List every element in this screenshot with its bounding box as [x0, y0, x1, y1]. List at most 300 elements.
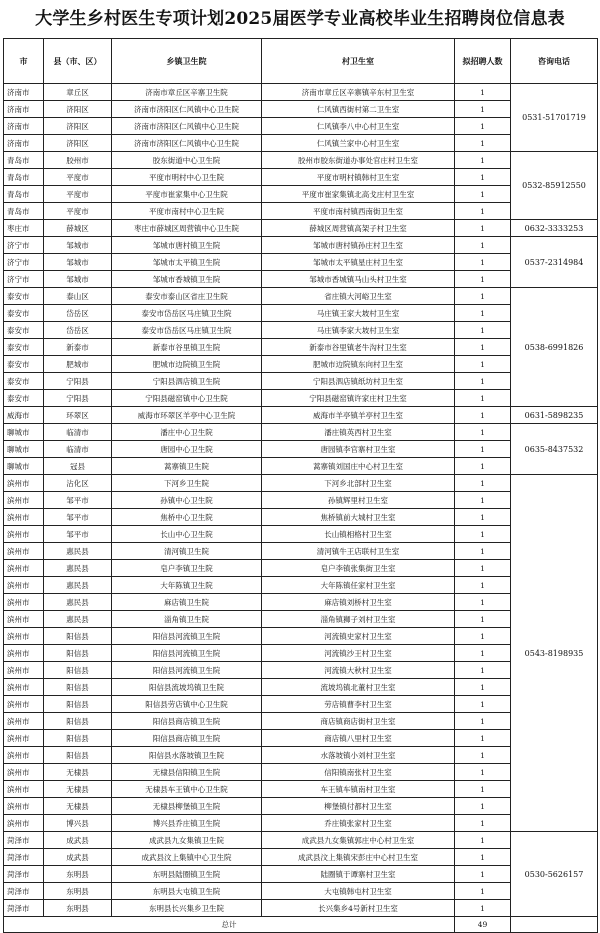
city-cell: 滨州市 — [4, 798, 44, 815]
county-cell: 邹平市 — [44, 492, 112, 509]
county-cell: 邹城市 — [44, 237, 112, 254]
village-clinic-cell: 平度市崔家集镇北高戈庄村卫生室 — [262, 186, 455, 203]
header-village-clinic: 村卫生室 — [262, 39, 455, 84]
village-clinic-cell: 乔庄镇张家村卫生室 — [262, 815, 455, 832]
hiring-count-cell: 1 — [455, 118, 511, 135]
township-hospital-cell: 下河乡卫生院 — [112, 475, 262, 492]
village-clinic-cell: 长山镇相格村卫生室 — [262, 526, 455, 543]
township-hospital-cell: 阳信县流坡坞镇卫生院 — [112, 679, 262, 696]
township-hospital-cell: 大年陈镇卫生院 — [112, 577, 262, 594]
county-cell: 阳信县 — [44, 747, 112, 764]
county-cell: 成武县 — [44, 849, 112, 866]
village-clinic-cell: 仁风镇兰家中心村卫生室 — [262, 135, 455, 152]
table-row — [4, 220, 598, 237]
township-hospital-cell: 肥城市边院镇卫生院 — [112, 356, 262, 373]
township-hospital-cell: 成武县汶上集镇中心卫生院 — [112, 849, 262, 866]
county-cell: 惠民县 — [44, 560, 112, 577]
township-hospital-cell: 平度市南村中心卫生院 — [112, 203, 262, 220]
city-cell: 滨州市 — [4, 611, 44, 628]
city-cell: 聊城市 — [4, 441, 44, 458]
total-row — [4, 917, 598, 933]
county-cell: 济阳区 — [44, 101, 112, 118]
city-cell: 滨州市 — [4, 560, 44, 577]
table-row — [4, 288, 598, 305]
table-row — [4, 475, 598, 492]
township-hospital-cell: 宁阳县泗店镇卫生院 — [112, 373, 262, 390]
hiring-count-cell: 1 — [455, 764, 511, 781]
city-cell: 滨州市 — [4, 747, 44, 764]
hiring-count-cell: 1 — [455, 101, 511, 118]
township-hospital-cell: 济南市济阳区仁风镇中心卫生院 — [112, 101, 262, 118]
table-row — [4, 611, 598, 628]
table-row — [4, 407, 598, 424]
hiring-count-cell: 1 — [455, 594, 511, 611]
phone-cell: 0631-5898235 — [511, 407, 598, 424]
county-cell: 临清市 — [44, 424, 112, 441]
county-cell: 平度市 — [44, 169, 112, 186]
city-cell: 菏泽市 — [4, 883, 44, 900]
hiring-count-cell: 1 — [455, 356, 511, 373]
township-hospital-cell: 胶东街道中心卫生院 — [112, 152, 262, 169]
table-row — [4, 815, 598, 832]
hiring-count-cell: 1 — [455, 458, 511, 475]
city-cell: 济南市 — [4, 101, 44, 118]
village-clinic-cell: 流坡坞镇北董村卫生室 — [262, 679, 455, 696]
city-cell: 滨州市 — [4, 679, 44, 696]
hiring-count-cell: 1 — [455, 373, 511, 390]
hiring-count-cell: 1 — [455, 152, 511, 169]
village-clinic-cell: 平度市南村镇西南街卫生室 — [262, 203, 455, 220]
county-cell: 济阳区 — [44, 135, 112, 152]
county-cell: 东明县 — [44, 900, 112, 917]
county-cell: 阳信县 — [44, 696, 112, 713]
hiring-count-cell: 1 — [455, 424, 511, 441]
hiring-count-cell: 1 — [455, 747, 511, 764]
county-cell: 东明县 — [44, 866, 112, 883]
township-hospital-cell: 焦桥中心卫生院 — [112, 509, 262, 526]
village-clinic-cell: 商店镇商店街村卫生室 — [262, 713, 455, 730]
county-cell: 东明县 — [44, 883, 112, 900]
city-cell: 滨州市 — [4, 543, 44, 560]
header-city: 市 — [4, 39, 44, 84]
county-cell: 惠民县 — [44, 577, 112, 594]
township-hospital-cell: 唐园中心卫生院 — [112, 441, 262, 458]
city-cell: 泰安市 — [4, 373, 44, 390]
township-hospital-cell: 无棣县信阳镇卫生院 — [112, 764, 262, 781]
county-cell: 宁阳县 — [44, 373, 112, 390]
table-row — [4, 441, 598, 458]
city-cell: 滨州市 — [4, 696, 44, 713]
city-cell: 济南市 — [4, 118, 44, 135]
table-row — [4, 696, 598, 713]
county-cell: 邹城市 — [44, 271, 112, 288]
header-phone: 咨询电话 — [511, 39, 598, 84]
city-cell: 聊城市 — [4, 424, 44, 441]
county-cell: 胶州市 — [44, 152, 112, 169]
village-clinic-cell: 孙镇辉里村卫生室 — [262, 492, 455, 509]
table-row — [4, 84, 598, 101]
county-cell: 阳信县 — [44, 730, 112, 747]
table-row — [4, 118, 598, 135]
township-hospital-cell: 皂户李镇卫生院 — [112, 560, 262, 577]
hiring-count-cell: 1 — [455, 679, 511, 696]
city-cell: 泰安市 — [4, 288, 44, 305]
village-clinic-cell: 皂户李镇张集街卫生室 — [262, 560, 455, 577]
county-cell: 环翠区 — [44, 407, 112, 424]
hiring-count-cell: 1 — [455, 628, 511, 645]
township-hospital-cell: 济南市章丘区辛寨卫生院 — [112, 84, 262, 101]
city-cell: 滨州市 — [4, 475, 44, 492]
township-hospital-cell: 泰安市岱岳区马庄镇卫生院 — [112, 322, 262, 339]
county-cell: 邹平市 — [44, 526, 112, 543]
city-cell: 滨州市 — [4, 713, 44, 730]
phone-cell: 0635-8437532 — [511, 424, 598, 475]
table-row — [4, 390, 598, 407]
city-cell: 青岛市 — [4, 152, 44, 169]
township-hospital-cell: 阳信县商店镇卫生院 — [112, 730, 262, 747]
county-cell: 惠民县 — [44, 611, 112, 628]
township-hospital-cell: 清河镇卫生院 — [112, 543, 262, 560]
city-cell: 滨州市 — [4, 781, 44, 798]
county-cell: 岱岳区 — [44, 322, 112, 339]
table-row — [4, 900, 598, 917]
township-hospital-cell: 威海市环翠区羊亭中心卫生院 — [112, 407, 262, 424]
table-row — [4, 339, 598, 356]
hiring-count-cell: 1 — [455, 696, 511, 713]
table-row — [4, 152, 598, 169]
village-clinic-cell: 仁风镇李八中心村卫生室 — [262, 118, 455, 135]
city-cell: 菏泽市 — [4, 866, 44, 883]
county-cell: 济阳区 — [44, 118, 112, 135]
county-cell: 薛城区 — [44, 220, 112, 237]
table-row — [4, 747, 598, 764]
phone-cell: 0530-5626157 — [511, 832, 598, 917]
table-row — [4, 254, 598, 271]
township-hospital-cell: 阳信县商店镇卫生院 — [112, 713, 262, 730]
township-hospital-cell: 阳信县劳店镇中心卫生院 — [112, 696, 262, 713]
table-row — [4, 662, 598, 679]
county-cell: 平度市 — [44, 203, 112, 220]
township-hospital-cell: 潘庄中心卫生院 — [112, 424, 262, 441]
county-cell: 博兴县 — [44, 815, 112, 832]
county-cell: 邹城市 — [44, 254, 112, 271]
city-cell: 滨州市 — [4, 526, 44, 543]
hiring-count-cell: 1 — [455, 475, 511, 492]
table-row — [4, 509, 598, 526]
county-cell: 肥城市 — [44, 356, 112, 373]
hiring-count-cell: 1 — [455, 288, 511, 305]
village-clinic-cell: 平度市明村镇韩村卫生室 — [262, 169, 455, 186]
village-clinic-cell: 商店镇八里村卫生室 — [262, 730, 455, 747]
hiring-count-cell: 1 — [455, 577, 511, 594]
hiring-count-cell: 1 — [455, 866, 511, 883]
city-cell: 济宁市 — [4, 237, 44, 254]
village-clinic-cell: 清河镇牛王店联村卫生室 — [262, 543, 455, 560]
city-cell: 泰安市 — [4, 356, 44, 373]
village-clinic-cell: 水落坡镇小刘村卫生室 — [262, 747, 455, 764]
county-cell: 沾化区 — [44, 475, 112, 492]
city-cell: 泰安市 — [4, 339, 44, 356]
table-row — [4, 730, 598, 747]
hiring-count-cell: 1 — [455, 220, 511, 237]
county-cell: 泰山区 — [44, 288, 112, 305]
table-row — [4, 713, 598, 730]
city-cell: 滨州市 — [4, 492, 44, 509]
table-row — [4, 781, 598, 798]
township-hospital-cell: 泰安市岱岳区马庄镇卫生院 — [112, 305, 262, 322]
county-cell: 岱岳区 — [44, 305, 112, 322]
county-cell: 无棣县 — [44, 798, 112, 815]
county-cell: 阳信县 — [44, 679, 112, 696]
hiring-count-cell: 1 — [455, 254, 511, 271]
county-cell: 成武县 — [44, 832, 112, 849]
village-clinic-cell: 柳堡镇付都村卫生室 — [262, 798, 455, 815]
county-cell: 邹平市 — [44, 509, 112, 526]
village-clinic-cell: 肥城市边院镇东向村卫生室 — [262, 356, 455, 373]
city-cell: 菏泽市 — [4, 832, 44, 849]
table-row — [4, 305, 598, 322]
village-clinic-cell: 麻店镇刘桥村卫生室 — [262, 594, 455, 611]
village-clinic-cell: 邹城市香城镇马山头村卫生室 — [262, 271, 455, 288]
township-hospital-cell: 新泰市谷里镇卫生院 — [112, 339, 262, 356]
table-row — [4, 135, 598, 152]
table-row — [4, 237, 598, 254]
village-clinic-cell: 河流镇沙王村卫生室 — [262, 645, 455, 662]
county-cell: 临清市 — [44, 441, 112, 458]
village-clinic-cell: 河流镇大秋村卫生室 — [262, 662, 455, 679]
county-cell: 章丘区 — [44, 84, 112, 101]
village-clinic-cell: 宁阳县磁窑镇许家庄村卫生室 — [262, 390, 455, 407]
county-cell: 无棣县 — [44, 781, 112, 798]
village-clinic-cell: 唐园镇李官寨村卫生室 — [262, 441, 455, 458]
hiring-count-cell: 1 — [455, 781, 511, 798]
township-hospital-cell: 邹城市香城镇卫生院 — [112, 271, 262, 288]
hiring-count-cell: 1 — [455, 849, 511, 866]
hiring-count-cell: 1 — [455, 186, 511, 203]
table-body — [4, 84, 598, 933]
township-hospital-cell: 东明县长兴集乡卫生院 — [112, 900, 262, 917]
township-hospital-cell: 宁阳县磁窑镇中心卫生院 — [112, 390, 262, 407]
township-hospital-cell: 阳信县河流镇卫生院 — [112, 645, 262, 662]
hiring-count-cell: 1 — [455, 441, 511, 458]
page-title: 大学生乡村医生专项计划2025届医学专业高校毕业生招聘岗位信息表 — [35, 9, 565, 29]
township-hospital-cell: 淄角镇卫生院 — [112, 611, 262, 628]
village-clinic-cell: 济南市章丘区辛寨镇辛东村卫生室 — [262, 84, 455, 101]
village-clinic-cell: 成武县九女集镇郭庄中心村卫生室 — [262, 832, 455, 849]
table-row — [4, 203, 598, 220]
township-hospital-cell: 阳信县水落坡镇卫生院 — [112, 747, 262, 764]
township-hospital-cell: 长山中心卫生院 — [112, 526, 262, 543]
village-clinic-cell: 成武县汶上集镇宋彭庄中心村卫生室 — [262, 849, 455, 866]
phone-cell: 0532-85912550 — [511, 152, 598, 220]
table-header-row — [4, 39, 598, 84]
hiring-count-cell: 1 — [455, 526, 511, 543]
village-clinic-cell: 省庄镇大河峪卫生室 — [262, 288, 455, 305]
table-row — [4, 866, 598, 883]
hiring-count-cell: 1 — [455, 135, 511, 152]
township-hospital-cell: 无棣县柳堡镇卫生院 — [112, 798, 262, 815]
hiring-count-cell: 1 — [455, 339, 511, 356]
village-clinic-cell: 车王镇车镇南村卫生室 — [262, 781, 455, 798]
hiring-count-cell: 1 — [455, 390, 511, 407]
city-cell: 泰安市 — [4, 390, 44, 407]
township-hospital-cell: 东明县陆圈镇卫生院 — [112, 866, 262, 883]
village-clinic-cell: 潘庄镇英西村卫生室 — [262, 424, 455, 441]
village-clinic-cell: 下河乡北部村卫生室 — [262, 475, 455, 492]
hiring-count-cell: 1 — [455, 492, 511, 509]
township-hospital-cell: 麻店镇卫生院 — [112, 594, 262, 611]
hiring-count-cell: 1 — [455, 798, 511, 815]
table-row — [4, 764, 598, 781]
township-hospital-cell: 平度市崔家集中心卫生院 — [112, 186, 262, 203]
township-hospital-cell: 阳信县河流镇卫生院 — [112, 662, 262, 679]
hiring-count-cell: 1 — [455, 611, 511, 628]
village-clinic-cell: 威海市羊亭镇羊亭村卫生室 — [262, 407, 455, 424]
county-cell: 宁阳县 — [44, 390, 112, 407]
phone-cell: 0632-3333253 — [511, 220, 598, 237]
table-row — [4, 679, 598, 696]
table-row — [4, 458, 598, 475]
table-row — [4, 373, 598, 390]
village-clinic-cell: 邹城市太平镇星庄村卫生室 — [262, 254, 455, 271]
table-row — [4, 356, 598, 373]
village-clinic-cell: 蒿寨镇刘国庄中心村卫生室 — [262, 458, 455, 475]
township-hospital-cell: 成武县九女集镇卫生院 — [112, 832, 262, 849]
header-county: 县（市、区） — [44, 39, 112, 84]
village-clinic-cell: 大年陈镇任家村卫生室 — [262, 577, 455, 594]
recruitment-table — [3, 38, 598, 933]
table-row — [4, 424, 598, 441]
county-cell: 阳信县 — [44, 662, 112, 679]
hiring-count-cell: 1 — [455, 730, 511, 747]
township-hospital-cell: 邹城市唐村镇卫生院 — [112, 237, 262, 254]
city-cell: 滨州市 — [4, 577, 44, 594]
township-hospital-cell: 平度市明村中心卫生院 — [112, 169, 262, 186]
city-cell: 滨州市 — [4, 509, 44, 526]
county-cell: 阳信县 — [44, 628, 112, 645]
city-cell: 泰安市 — [4, 305, 44, 322]
table-row — [4, 543, 598, 560]
county-cell: 惠民县 — [44, 594, 112, 611]
village-clinic-cell: 河流镇史家村卫生室 — [262, 628, 455, 645]
table-row — [4, 169, 598, 186]
village-clinic-cell: 新泰市谷里镇老牛沟村卫生室 — [262, 339, 455, 356]
village-clinic-cell: 宁阳县泗店镇纸坊村卫生室 — [262, 373, 455, 390]
total-value: 49 — [455, 917, 511, 933]
hiring-count-cell: 1 — [455, 543, 511, 560]
city-cell: 滨州市 — [4, 815, 44, 832]
township-hospital-cell: 阳信县河流镇卫生院 — [112, 628, 262, 645]
village-clinic-cell: 劳店镇曹李村卫生室 — [262, 696, 455, 713]
hiring-count-cell: 1 — [455, 169, 511, 186]
village-clinic-cell: 陆圈镇于谭寨村卫生室 — [262, 866, 455, 883]
hiring-count-cell: 1 — [455, 883, 511, 900]
hiring-count-cell: 1 — [455, 645, 511, 662]
total-phone-empty — [511, 917, 598, 933]
hiring-count-cell: 1 — [455, 407, 511, 424]
hiring-count-cell: 1 — [455, 815, 511, 832]
village-clinic-cell: 信阳镇南张村卫生室 — [262, 764, 455, 781]
table-row — [4, 577, 598, 594]
village-clinic-cell: 焦桥镇前大城村卫生室 — [262, 509, 455, 526]
village-clinic-cell: 薛城区周营镇高架子村卫生室 — [262, 220, 455, 237]
hiring-count-cell: 1 — [455, 271, 511, 288]
hiring-count-cell: 1 — [455, 322, 511, 339]
village-clinic-cell: 仁风镇西街村第二卫生室 — [262, 101, 455, 118]
table-row — [4, 492, 598, 509]
city-cell: 青岛市 — [4, 169, 44, 186]
village-clinic-cell: 胶州市胶东街道办事处官庄村卫生室 — [262, 152, 455, 169]
header-township-hospital: 乡镇卫生院 — [112, 39, 262, 84]
city-cell: 济南市 — [4, 135, 44, 152]
hiring-count-cell: 1 — [455, 84, 511, 101]
hiring-count-cell: 1 — [455, 900, 511, 917]
phone-cell: 0531-51701719 — [511, 84, 598, 152]
city-cell: 聊城市 — [4, 458, 44, 475]
total-label: 总计 — [4, 917, 455, 933]
phone-cell: 0543-8198935 — [511, 475, 598, 832]
table-row — [4, 832, 598, 849]
township-hospital-cell: 东明县大屯镇卫生院 — [112, 883, 262, 900]
village-clinic-cell: 大屯镇韩屯村卫生室 — [262, 883, 455, 900]
county-cell: 平度市 — [44, 186, 112, 203]
table-row — [4, 798, 598, 815]
hiring-count-cell: 1 — [455, 560, 511, 577]
hiring-count-cell: 1 — [455, 305, 511, 322]
table-row — [4, 271, 598, 288]
city-cell: 滨州市 — [4, 594, 44, 611]
village-clinic-cell: 淄角镇狮子刘村卫生室 — [262, 611, 455, 628]
table-row — [4, 186, 598, 203]
city-cell: 青岛市 — [4, 203, 44, 220]
township-hospital-cell: 枣庄市薛城区周营镇中心卫生院 — [112, 220, 262, 237]
township-hospital-cell: 博兴县乔庄镇卫生院 — [112, 815, 262, 832]
city-cell: 滨州市 — [4, 730, 44, 747]
township-hospital-cell: 泰安市泰山区省庄卫生院 — [112, 288, 262, 305]
county-cell: 冠县 — [44, 458, 112, 475]
hiring-count-cell: 1 — [455, 237, 511, 254]
hiring-count-cell: 1 — [455, 832, 511, 849]
hiring-count-cell: 1 — [455, 203, 511, 220]
table-row — [4, 101, 598, 118]
city-cell: 济南市 — [4, 84, 44, 101]
hiring-count-cell: 1 — [455, 662, 511, 679]
city-cell: 滨州市 — [4, 764, 44, 781]
table-row — [4, 322, 598, 339]
city-cell: 菏泽市 — [4, 849, 44, 866]
county-cell: 惠民县 — [44, 543, 112, 560]
city-cell: 滨州市 — [4, 628, 44, 645]
hiring-count-cell: 1 — [455, 713, 511, 730]
county-cell: 阳信县 — [44, 713, 112, 730]
village-clinic-cell: 长兴集乡4号新村卫生室 — [262, 900, 455, 917]
county-cell: 新泰市 — [44, 339, 112, 356]
city-cell: 滨州市 — [4, 662, 44, 679]
township-hospital-cell: 济南市济阳区仁风镇中心卫生院 — [112, 118, 262, 135]
township-hospital-cell: 孙镇中心卫生院 — [112, 492, 262, 509]
village-clinic-cell: 马庄镇王家大坡村卫生室 — [262, 305, 455, 322]
hiring-count-cell: 1 — [455, 509, 511, 526]
township-hospital-cell: 蒿寨镇卫生院 — [112, 458, 262, 475]
city-cell: 菏泽市 — [4, 900, 44, 917]
township-hospital-cell: 邹城市太平镇卫生院 — [112, 254, 262, 271]
table-row — [4, 883, 598, 900]
table-row — [4, 628, 598, 645]
village-clinic-cell: 邹城市唐村镇孙庄村卫生室 — [262, 237, 455, 254]
township-hospital-cell: 无棣县车王镇中心卫生院 — [112, 781, 262, 798]
city-cell: 枣庄市 — [4, 220, 44, 237]
table-row — [4, 645, 598, 662]
